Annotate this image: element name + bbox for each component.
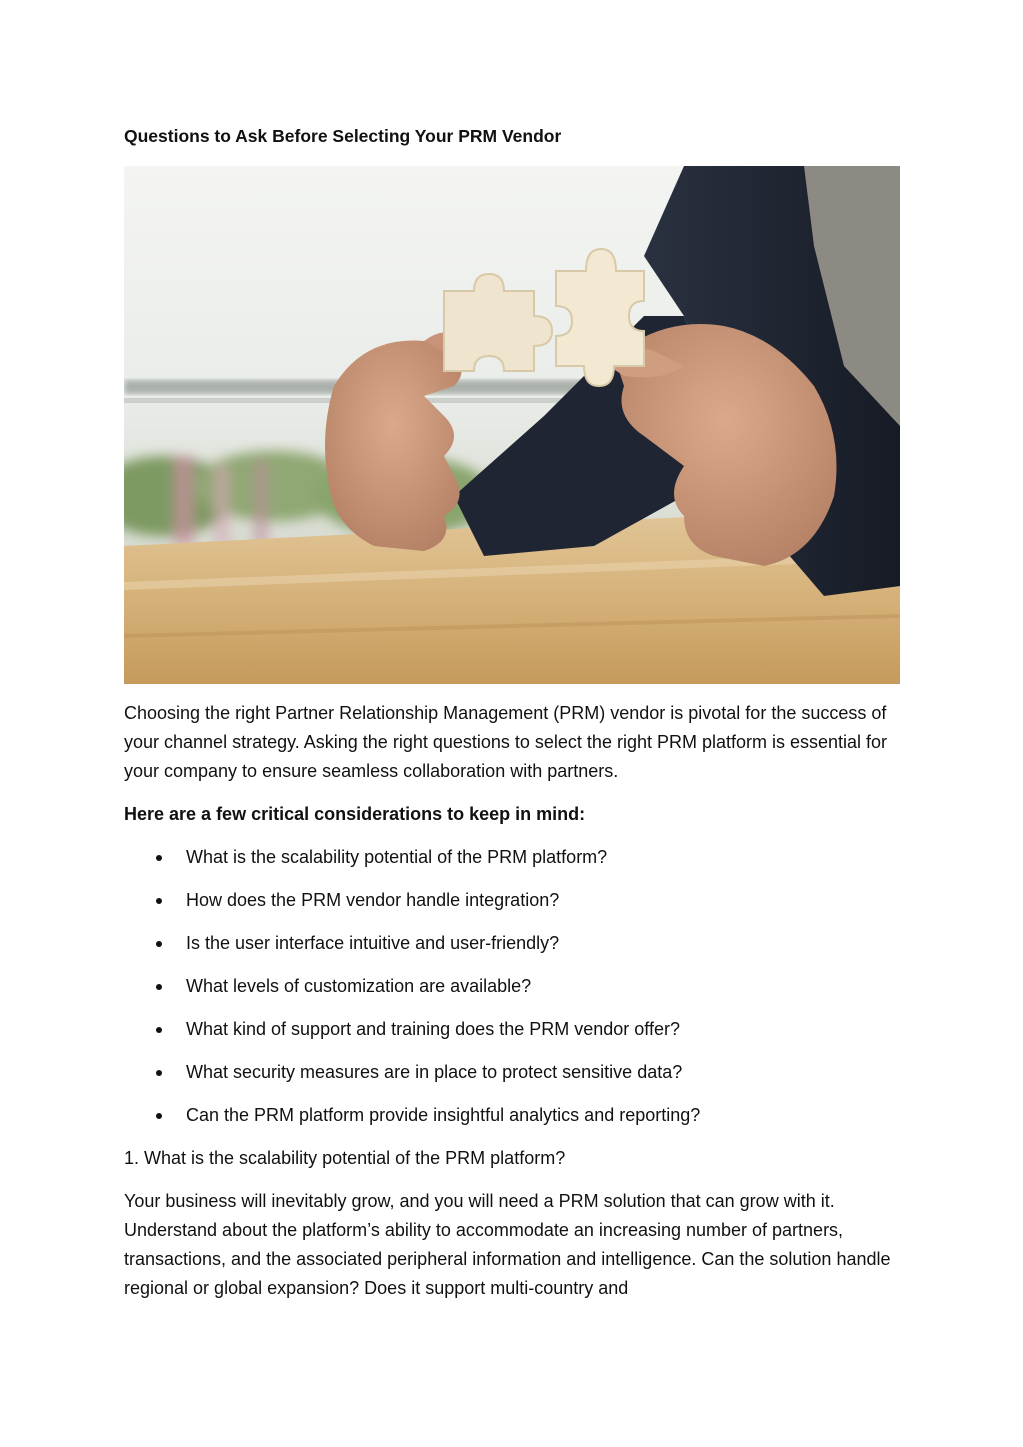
- considerations-list: [124, 843, 700, 1144]
- list-item: Is the user interface intuitive and user-friendly?: [124, 929, 700, 972]
- list-item: What security measures are in place to protect sensitive data?: [124, 1058, 700, 1101]
- hero-image: [124, 166, 900, 684]
- section-1-paragraph: Your business will inevitably grow, and you will need a PRM solution that can grow with it. Understand about the platform’s ability to accommodate an increasing number of partners, transactions, and the associated peripheral information and intelligence. Can the solution handle regional or global expansion? Does it support multi-country and: [124, 1191, 891, 1298]
- puzzle-pieces-photo-icon: [124, 166, 900, 684]
- bullet-icon: [156, 898, 162, 904]
- bullet-icon: [156, 1070, 162, 1076]
- section-1-heading: 1. What is the scalability potential of the PRM platform?: [124, 1148, 566, 1168]
- bullet-icon: [156, 855, 162, 861]
- bullet-icon: [156, 941, 162, 947]
- list-item: What levels of customization are available?: [124, 972, 700, 1015]
- intro-paragraph: Choosing the right Partner Relationship Management (PRM) vendor is pivotal for the success of your channel strategy. Asking the right questions to select the right PRM platform is essential for your company to ensure seamless collaboration with partners.: [124, 703, 888, 781]
- list-item: Can the PRM platform provide insightful analytics and reporting?: [124, 1101, 700, 1144]
- considerations-heading: Here are a few critical considerations to keep in mind:: [124, 804, 586, 824]
- bullet-icon: [156, 1113, 162, 1119]
- list-item: What kind of support and training does the PRM vendor offer?: [124, 1015, 700, 1058]
- bullet-icon: [156, 1027, 162, 1033]
- page-title: Questions to Ask Before Selecting Your PRM Vendor: [124, 126, 562, 146]
- list-item: What is the scalability potential of the PRM platform?: [124, 843, 700, 886]
- list-item: How does the PRM vendor handle integration?: [124, 886, 700, 929]
- bullet-icon: [156, 984, 162, 990]
